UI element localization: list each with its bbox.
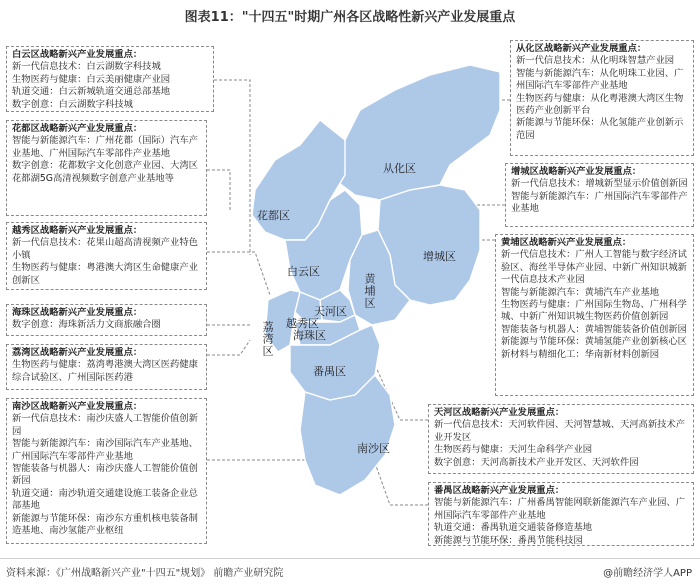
baiyun-focus-line: 生物医药与健康：白云美丽健康产业园 <box>12 73 171 85</box>
huangpu-focus-line: 新一代信息技术：广州人工智能与数字经济试验区、海丝半导体产业园、中新广州知识城新一代信息技术产业园 <box>501 249 687 286</box>
tianhe-focus-heading: 天河区战略新兴产业发展重点： <box>434 407 565 418</box>
nansha-focus-line: 智能装备与机器人：南沙庆盛人工智能价值创新园 <box>12 463 198 487</box>
yuexiu-focus-box <box>6 222 207 290</box>
huangpu-focus-line: 智能与新能源汽车：黄埔汽车产业基地 <box>501 286 660 298</box>
huadu-focus-box <box>6 120 207 216</box>
tianhe-focus-line: 生物医药与健康：天河生命科学产业园 <box>434 444 593 456</box>
district-label-yuexiu: 越秀区 <box>286 317 319 330</box>
panyu-focus-heading: 番禺区战略新兴产业发展重点： <box>434 485 565 496</box>
conghua-focus-line: 智能与新能源汽车：从化明珠工业园、广州国际汽车零部件产业基地 <box>516 67 684 92</box>
haizhu-focus-box <box>6 304 207 336</box>
yuexiu-focus-heading: 越秀区战略新兴产业发展重点： <box>12 225 143 236</box>
huadu-focus-line: 智能与新能源汽车：广州花都（国际）汽车产业基地、广州国际汽车零部件产业基地 <box>12 135 198 159</box>
huangpu-focus-line: 新能源与节能环保：黄埔氢能产业创新核心区 <box>501 336 687 348</box>
baiyun-focus-line: 新一代信息技术：白云湖数字科技城 <box>12 61 161 73</box>
nansha-focus-line: 新一代信息技术：南沙庆盛人工智能价值创新园 <box>12 413 198 437</box>
nansha-focus-heading: 南沙区战略新兴产业发展重点： <box>12 401 143 412</box>
zengcheng-focus-line: 智能与新能源汽车：广州国际汽车零部件产业基地 <box>511 190 688 215</box>
conghua-focus-line: 新能源与节能环保：从化氢能产业创新示范园 <box>516 117 684 141</box>
tianhe-focus-line: 新一代信息技术：天河软件园、天河智慧城、天河高新技术产业开发区 <box>434 419 686 443</box>
haizhu-focus-heading: 海珠区战略新兴产业发展重点： <box>12 307 143 318</box>
district-label-huangpu: 黄埔区 <box>363 273 376 309</box>
yuexiu-focus-line: 新一代信息技术：花果山超高清视频产业特色小镇 <box>12 237 198 261</box>
huadu-focus-line: 数字创意：花都数字文化创意产业园、大湾区花都湖5G高清视频数字创意产业基地等 <box>12 160 198 184</box>
conghua-focus-box <box>510 40 694 156</box>
huangpu-focus-box <box>495 234 694 396</box>
panyu-focus-line: 新能源与节能环保：番禺节能科技园 <box>434 534 583 546</box>
nansha-focus-box <box>6 398 207 544</box>
haizhu-focus-line: 数字创意：海珠新活力文商旅融合圈 <box>12 319 161 331</box>
source-note: 资料来源：《广州战略新兴产业"十四五"规划》 前瞻产业研究院 <box>6 568 284 579</box>
baiyun-focus-heading: 白云区战略新兴产业发展重点： <box>12 49 143 60</box>
brand-credit: @前瞻经济学人APP <box>603 568 692 579</box>
huangpu-focus-line: 生物医药与健康：广州国际生物岛、广州科学城、中新广州知识城生物医药价值创新园 <box>501 299 687 323</box>
district-label-liwan: 荔湾区 <box>261 321 274 357</box>
zengcheng-focus-line: 新一代信息技术：增城新型显示价值创新园 <box>511 178 688 190</box>
panyu-focus-line: 轨道交通：番禺轨道交通装备修造基地 <box>434 522 593 534</box>
huadu-focus-heading: 花都区战略新兴产业发展重点： <box>12 123 143 134</box>
huangpu-focus-line: 新材料与精细化工：华南新材料创新园 <box>501 348 660 360</box>
zengcheng-focus-heading: 增城区战略新兴产业发展重点： <box>511 166 642 177</box>
liwan-focus-heading: 荔湾区战略新兴产业发展重点： <box>12 347 143 358</box>
district-label-panyu: 番禺区 <box>313 365 346 378</box>
conghua-area <box>335 65 500 200</box>
district-label-baiyun: 白云区 <box>287 265 320 278</box>
district-label-haizhu: 海珠区 <box>293 329 326 342</box>
district-label-conghua: 从化区 <box>383 162 416 175</box>
nansha-focus-line: 新能源与节能环保：南沙东方重机核电装备制造基地、南沙氢能产业枢纽 <box>12 512 198 537</box>
yuexiu-focus-line: 生物医药与健康：粤港澳大湾区生命健康产业创新区 <box>12 262 198 286</box>
panyu-focus-box <box>428 482 694 546</box>
footer-divider <box>0 558 700 559</box>
district-label-zengcheng: 增城区 <box>423 250 456 263</box>
baiyun-focus-line: 轨道交通：白云新城轨道交通总部基地 <box>12 86 171 98</box>
district-label-tianhe: 天河区 <box>314 305 347 318</box>
liwan-focus-line: 生物医药与健康：荔湾粤港澳大湾区医药健康综合试验区、广州国际医药港 <box>12 359 198 383</box>
chart-title: 图表11："十四五"时期广州各区战略性新兴产业发展重点 <box>184 10 516 25</box>
baiyun-focus-box <box>6 46 214 112</box>
huangpu-focus-line: 智能装备与机器人：黄埔智能装备价值创新园 <box>501 323 687 335</box>
huangpu-focus-heading: 黄埔区战略新兴产业发展重点： <box>501 237 632 248</box>
liwan-focus-box <box>6 344 207 390</box>
nansha-focus-line: 轨道交通：南沙轨道交通建设施工装备企业总部基地 <box>12 487 198 512</box>
conghua-focus-heading: 从化区战略新兴产业发展重点： <box>516 43 647 54</box>
district-label-huadu: 花都区 <box>257 209 290 222</box>
zengcheng-focus-box <box>505 163 694 227</box>
panyu-focus-line: 智能与新能源汽车：广州番禺智能网联新能源汽车产业园、广州国际汽车零部件产业基地 <box>434 497 686 521</box>
conghua-focus-line: 生物医药与健康：从化粤港澳大湾区生物医药产业创新平台 <box>516 92 684 117</box>
conghua-focus-line: 新一代信息技术：从化明珠智慧产业园 <box>516 55 675 67</box>
tianhe-focus-box <box>428 404 694 474</box>
baiyun-focus-line: 数字创意：白云湖数字科技城 <box>12 98 133 110</box>
district-label-nansha: 南沙区 <box>357 442 390 455</box>
nansha-focus-line: 智能与新能源汽车：南沙国际汽车产业基地、广州国际汽车零部件产业基地 <box>12 438 198 462</box>
tianhe-focus-line: 数字创意：天河高新技术产业开发区、天河软件园 <box>434 456 639 468</box>
